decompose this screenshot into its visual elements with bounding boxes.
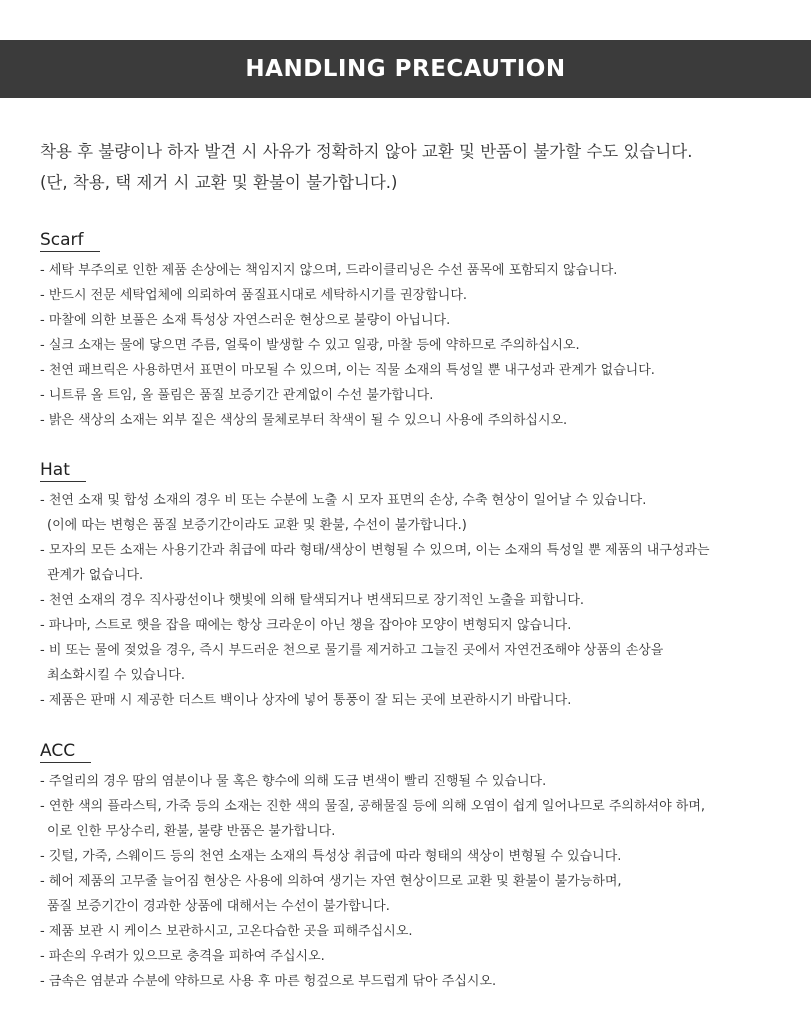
acc-precaution-list (40, 769, 780, 994)
list-item: - 연한 색의 플라스틱, 가죽 등의 소재는 진한 색의 물질, 공해물질 등에 의해 오염이 쉽게 일어나므로 주의하셔야 하며, (40, 799, 706, 814)
scarf-precaution-list (40, 258, 780, 433)
list-item: - 천연 패브릭은 사용하면서 표면이 마모될 수 있으며, 이는 직물 소재의 특성일 뿐 내구성과 관계가 없습니다. (40, 363, 655, 378)
list-item: - 주얼리의 경우 땀의 염분이나 물 혹은 향수에 의해 도금 변색이 빨리 진행될 수 있습니다. (40, 774, 547, 789)
section-title-scarf: Scarf (40, 229, 100, 252)
list-item: - 모자의 모든 소재는 사용기간과 취급에 따라 형태/색상이 변형될 수 있으며, 이는 소재의 특성일 뿐 제품의 내구성과는 (40, 543, 710, 558)
list-item: - 천연 소재 및 합성 소재의 경우 비 또는 수분에 노출 시 모자 표면의 손상, 수축 현상이 일어날 수 있습니다. (40, 493, 647, 508)
list-item: - 비 또는 물에 젖었을 경우, 즉시 부드러운 천으로 물기를 제거하고 그늘진 곳에서 자연건조해야 상품의 손상을 (40, 643, 664, 658)
section-acc (40, 740, 780, 994)
intro-line: 착용 후 불량이나 하자 발견 시 사유가 정확하지 않아 교환 및 반품이 불가할 수도 있습니다. (40, 142, 693, 161)
list-item: - 천연 소재의 경우 직사광선이나 햇빛에 의해 탈색되거나 변색되므로 장기적인 노출을 피합니다. (40, 593, 585, 608)
list-item: - 마찰에 의한 보풀은 소재 특성상 자연스러운 현상으로 불량이 아닙니다. (40, 313, 451, 328)
hat-precaution-list (40, 488, 780, 713)
list-item: - 밝은 색상의 소재는 외부 짙은 색상의 물체로부터 착색이 될 수 있으니 사용에 주의하십시오. (40, 413, 568, 428)
page-title: HANDLING PRECAUTION (245, 56, 566, 82)
list-item: - 실크 소재는 물에 닿으면 주름, 얼룩이 발생할 수 있고 일광, 마찰 등에 약하므로 주의하십시오. (40, 338, 580, 353)
intro-notice (40, 136, 780, 198)
intro-line: (단, 착용, 택 제거 시 교환 및 환불이 불가합니다.) (40, 173, 398, 192)
list-item: - 제품은 판매 시 제공한 더스트 백이나 상자에 넣어 통풍이 잘 되는 곳에 보관하시기 바랍니다. (40, 693, 572, 708)
list-item: - 헤어 제품의 고무줄 늘어짐 현상은 사용에 의하여 생기는 자연 현상이므로 교환 및 환불이 불가능하며, (40, 874, 622, 889)
header-bar (0, 40, 811, 98)
list-item: - 세탁 부주의로 인한 제품 손상에는 책임지지 않으며, 드라이클리닝은 수선 품목에 포함되지 않습니다. (40, 263, 618, 278)
list-item: - 파나마, 스트로 햇을 잡을 때에는 항상 크라운이 아닌 챙을 잡아야 모양이 변형되지 않습니다. (40, 618, 572, 633)
list-item-continuation: 최소화시킬 수 있습니다. (47, 668, 185, 683)
list-item: - 파손의 우려가 있으므로 충격을 피하여 주십시오. (40, 949, 325, 964)
list-item: - 제품 보관 시 케이스 보관하시고, 고온다습한 곳을 피해주십시오. (40, 924, 413, 939)
section-scarf (40, 229, 780, 433)
section-title-acc: ACC (40, 740, 91, 763)
section-hat (40, 459, 780, 713)
list-item: - 니트류 올 트임, 올 풀림은 품질 보증기간 관계없이 수선 불가합니다. (40, 388, 434, 403)
list-item: - 반드시 전문 세탁업체에 의뢰하여 품질표시대로 세탁하시기를 권장합니다. (40, 288, 468, 303)
list-item: - 금속은 염분과 수분에 약하므로 사용 후 마른 헝겊으로 부드럽게 닦아 주십시오. (40, 974, 497, 989)
list-item-continuation: (이에 따는 변형은 품질 보증기간이라도 교환 및 환불, 수선이 불가합니다.) (47, 518, 467, 533)
list-item-continuation: 품질 보증기간이 경과한 상품에 대해서는 수선이 불가합니다. (47, 899, 390, 914)
list-item-continuation: 이로 인한 무상수리, 환불, 불량 반품은 불가합니다. (47, 824, 336, 839)
section-title-hat: Hat (40, 459, 86, 482)
list-item-continuation: 관계가 없습니다. (47, 568, 144, 583)
list-item: - 깃털, 가죽, 스웨이드 등의 천연 소재는 소재의 특성상 취급에 따라 형태의 색상이 변형될 수 있습니다. (40, 849, 622, 864)
